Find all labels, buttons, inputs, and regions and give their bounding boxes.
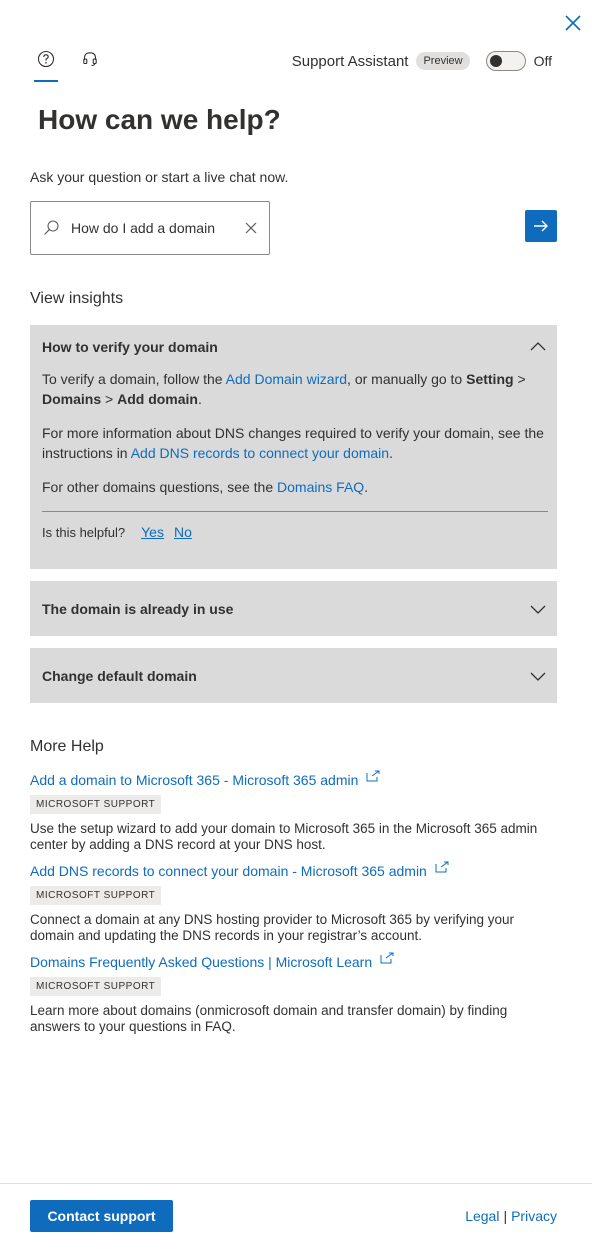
support-assistant-toggle[interactable] xyxy=(486,51,526,71)
help-result-title: Add DNS records to connect your domain - Microsoft 365 admin xyxy=(30,863,427,879)
search-box xyxy=(30,201,270,255)
insight-panel-header[interactable] xyxy=(30,325,557,369)
source-badge: MICROSOFT SUPPORT xyxy=(30,886,161,905)
more-help-heading: More Help xyxy=(30,738,104,755)
text: , or manually go to xyxy=(347,371,467,387)
domains-faq-link[interactable]: Domains FAQ xyxy=(277,479,365,495)
privacy-link[interactable]: Privacy xyxy=(511,1208,557,1224)
help-result-description: Learn more about domains (onmicrosoft domain and transfer domain) by finding answers to your questions in FAQ. xyxy=(30,1003,508,1034)
helpful-label: Is this helpful? xyxy=(42,524,126,540)
help-result-title: Domains Frequently Asked Questions | Microsoft Learn xyxy=(30,954,373,970)
support-assistant-toggle-group xyxy=(292,50,552,72)
page-subtitle: Ask your question or start a live chat now. xyxy=(30,169,289,185)
chevron-down-icon xyxy=(529,600,547,618)
insight-panel-title: Change default domain xyxy=(42,667,197,684)
legal-link[interactable]: Legal xyxy=(465,1208,500,1224)
help-result-title: Add a domain to Microsoft 365 - Microsoft 365 admin xyxy=(30,772,359,788)
support-assistant-label: Support Assistant xyxy=(291,52,409,70)
feedback-no-link[interactable]: No xyxy=(173,524,192,540)
insight-panel-title: How to verify your domain xyxy=(42,339,218,355)
icon-tabs xyxy=(36,50,100,82)
close-icon xyxy=(564,14,582,32)
chevron-up-icon xyxy=(529,338,547,356)
source-badge: MICROSOFT SUPPORT xyxy=(30,795,161,814)
insight-panel-body xyxy=(30,369,557,497)
text: For more information about DNS changes required to verify your domain, see the instructions in xyxy=(42,425,544,461)
tab-chat[interactable] xyxy=(80,50,100,82)
clear-search-icon[interactable] xyxy=(243,220,259,236)
insight-paragraph xyxy=(42,369,545,409)
source-badge: MICROSOFT SUPPORT xyxy=(30,977,161,996)
help-result-link[interactable] xyxy=(30,772,380,788)
search-input[interactable] xyxy=(71,220,231,236)
text: To verify a domain, follow the xyxy=(42,371,226,387)
add-dns-records-link[interactable]: Add DNS records to connect your domain xyxy=(130,445,390,461)
text-bold: Add domain xyxy=(117,391,198,407)
view-insights-heading: View insights xyxy=(30,290,124,307)
text: . xyxy=(389,445,393,461)
feedback-row xyxy=(30,512,557,540)
tab-help[interactable] xyxy=(36,50,56,82)
insight-paragraph xyxy=(42,477,545,497)
search-icon xyxy=(41,218,61,238)
help-result-link[interactable] xyxy=(30,863,449,879)
open-external-icon xyxy=(380,952,394,964)
add-domain-wizard-link[interactable]: Add Domain wizard xyxy=(225,371,348,387)
help-result xyxy=(30,772,550,853)
text: For other domains questions, see the xyxy=(42,479,278,495)
help-results-list xyxy=(30,772,550,1045)
insight-paragraph xyxy=(42,423,545,463)
text: . xyxy=(364,479,369,495)
toggle-state-label: Off xyxy=(533,53,552,69)
toggle-knob xyxy=(490,55,502,67)
arrow-right-icon xyxy=(532,217,550,235)
preview-badge: Preview xyxy=(416,52,469,70)
text: > xyxy=(101,391,118,407)
help-result xyxy=(30,863,550,944)
help-result-description: Use the setup wizard to add your domain to Microsoft 365 in the Microsoft 365 admin center by adding a DNS record at your DNS host. xyxy=(30,821,538,852)
chevron-down-icon xyxy=(529,667,547,685)
footer-separator: | xyxy=(503,1208,508,1224)
insight-panel-change-default-domain[interactable] xyxy=(30,648,557,703)
insight-panel-header[interactable] xyxy=(30,581,557,636)
text-bold: Setting xyxy=(466,371,514,387)
page-title: How can we help? xyxy=(38,104,281,135)
insight-panel-header[interactable] xyxy=(30,648,557,703)
contact-support-button[interactable]: Contact support xyxy=(30,1200,173,1232)
text: . xyxy=(197,391,202,407)
feedback-yes-link[interactable]: Yes xyxy=(141,524,164,540)
insight-panel-domain-in-use[interactable] xyxy=(30,581,557,636)
open-external-icon xyxy=(435,861,449,873)
footer-links xyxy=(465,1208,557,1224)
help-result-description: Connect a domain at any DNS hosting provider to Microsoft 365 by verifying your domain and updating the DNS records in your registrar’s account. xyxy=(30,912,514,943)
insight-panel-title: The domain is already in use xyxy=(42,600,234,617)
help-result-link[interactable] xyxy=(30,954,394,970)
footer-divider xyxy=(0,1183,592,1184)
help-result xyxy=(30,954,550,1035)
text-bold: Domains xyxy=(42,391,102,407)
open-external-icon xyxy=(366,770,380,782)
submit-search-button[interactable] xyxy=(525,210,557,242)
text: > xyxy=(513,371,526,387)
insight-panel-verify-domain xyxy=(30,325,557,569)
headset-icon xyxy=(81,50,99,68)
close-button[interactable] xyxy=(560,10,586,36)
help-circle-icon xyxy=(37,50,55,68)
